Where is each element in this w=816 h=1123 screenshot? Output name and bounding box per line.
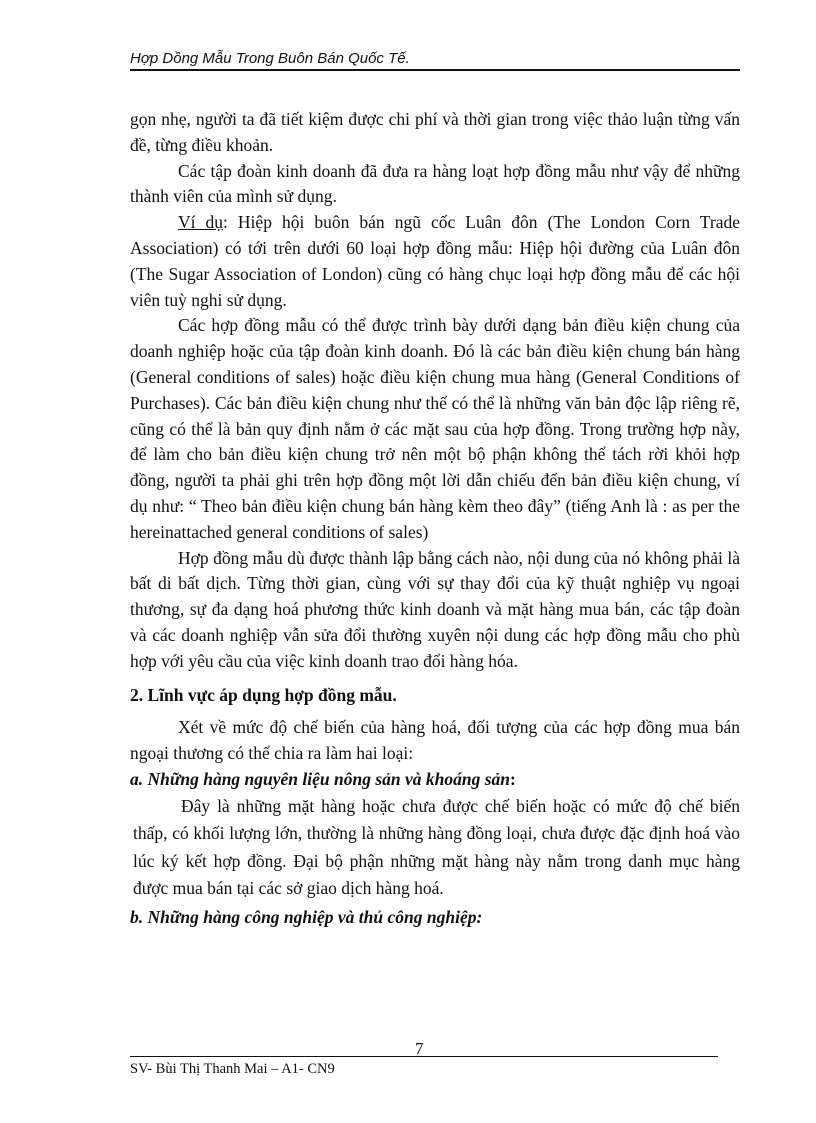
subheading-a: [130, 767, 740, 793]
running-header: [130, 49, 740, 71]
paragraph-continuation: gọn nhẹ, người ta đã tiết kiệm được chi phí và thời gian trong việc thảo luận từng vấn đề, từng điều khoản.: [130, 109, 740, 155]
footer-divider: [130, 1056, 718, 1057]
subheading-a-colon: :: [510, 768, 516, 789]
subheading-b: b. Những hàng công nghiệp và thủ công nghiệp:: [130, 907, 483, 928]
paragraph-general-conditions: Các hợp đồng mẫu có thể được trình bày dưới dạng bản điều kiện chung của doanh nghiệp hoặc của tập đoàn kinh doanh. Đó là các bản điều kiện chung bán hàng (General conditions of sales) hoặc điều kiện chung mua hàng (General Conditions of Purchases). Các bản điều kiện chung như thế có thể là những văn bản độc lập riêng rẽ, cũng có thể là bản quy định nằm ở các mặt sau của hợp đồng. Trong trường hợp này, để làm cho bản điều kiện chung trở nên một bộ phận không thể tách rời khỏi hợp đồng, người ta phải ghi trên hợp đồng một lời dẫn chiếu đến bản điều kiện chung, ví dụ như: “ Theo bản điều kiện chung bán hàng kèm theo đây” (tiếng Anh là : as per the hereinattached general conditions of sales): [130, 315, 740, 542]
example-text: : Hiệp hội buôn bán ngũ cốc Luân đôn (The London Corn Trade Association) có tới trên dưới 60 loại hợp đồng mẫu: Hiệp hội đường của Luân đôn (The Sugar Association of London) cũng có hàng chục loại hợp đồng mẫu để các hội viên tuỳ nghi sử dụng.: [130, 212, 740, 310]
paragraph-raw-materials: Đây là những mặt hàng hoặc chưa được chế biến hoặc có mức độ chế biến thấp, có khối lượng lớn, thường là những hàng đồng loại, chưa được đặc định hoá vào lúc ký kết hợp đồng. Đại bộ phận những mặt hàng này nằm trong danh mục hàng được mua bán tại các sở giao dịch hàng hoá.: [133, 795, 740, 898]
footer-author: SV- Bùi Thị Thanh Mai – A1- CN9: [130, 1061, 335, 1077]
subheading-a-text: a. Những hàng nguyên liệu nông sản và khoáng sản: [130, 768, 511, 789]
paragraph-example: [130, 210, 740, 313]
example-label: Ví dụ: [178, 212, 224, 233]
section-heading-2: 2. Lĩnh vực áp dụng hợp đồng mẫu.: [130, 684, 397, 705]
paragraph-goods-classification: Xét về mức độ chế biến của hàng hoá, đối tượng của các hợp đồng mua bán ngoại thương có thể chia ra làm hai loại:: [130, 717, 740, 764]
page-content: [130, 107, 740, 931]
page-number: 7: [415, 1039, 424, 1058]
header-title: Hợp Dồng Mẫu Trong Buôn Bán Quốc Tế.: [130, 50, 410, 67]
paragraph-business-groups: Các tập đoàn kinh doanh đã đưa ra hàng loạt hợp đồng mẫu như vậy để những thành viên của mình sử dụng.: [130, 160, 740, 207]
paragraph-contract-changes: Hợp đồng mẫu dù được thành lập bằng cách nào, nội dung của nó không phải là bất di bất dịch. Từng thời gian, cùng với sự thay đổi của kỹ thuật nghiệp vụ ngoại thương, sự đa dạng hoá phương thức kinh doanh và mặt hàng mua bán, các tập đoàn và các doanh nghiệp vẫn sửa đổi thường xuyên nội dung các hợp đồng mẫu cho phù hợp với yêu cầu của việc kinh doanh trao đổi hàng hóa.: [130, 547, 740, 671]
